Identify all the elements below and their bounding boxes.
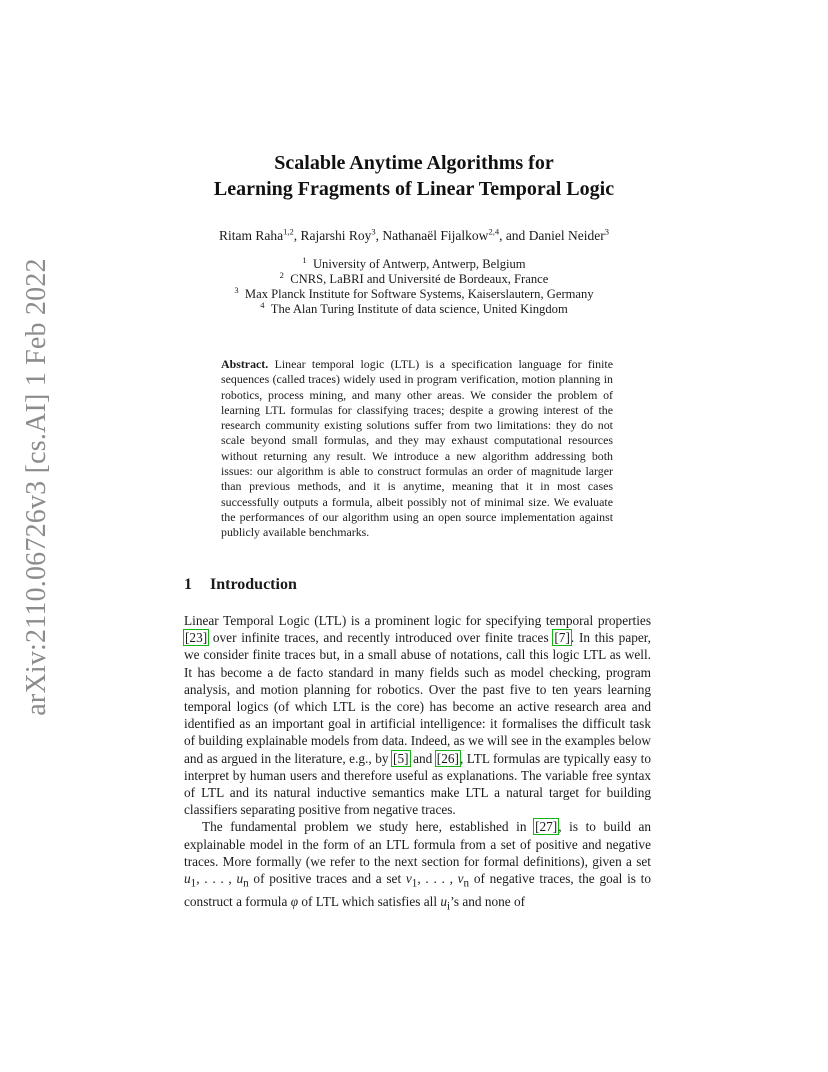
author-separator: , [293, 228, 301, 243]
affiliation-text: Max Planck Institute for Software Systems, Kaiserslautern, Germany [244, 287, 594, 301]
citation-link[interactable]: [5] [393, 750, 409, 766]
author-affiliation-mark: 3 [371, 226, 376, 237]
author-list [0, 228, 828, 244]
section-title: Introduction [210, 576, 297, 593]
affiliation-item [0, 254, 828, 272]
section-body [184, 612, 651, 916]
math-subscript: 1 [190, 877, 197, 890]
affiliation-text: CNRS, LaBRI and Université de Bordeaux, France [290, 272, 549, 286]
affiliation-item [0, 299, 828, 317]
paragraph [184, 818, 651, 915]
math-symbol: u [184, 871, 191, 887]
citation-link[interactable]: [7] [554, 630, 570, 646]
author-separator: , [375, 228, 383, 243]
abstract-text: Linear temporal logic (LTL) is a specification language for finite sequences (called traces) widely used in program verification, motion planning in robotics, process mining, and many other areas. We consider the problem of learning LTL formulas for classifying traces; despite a growing interest of the research community existing solutions suffer from two limitations: they do not scale beyond small formulas, and they may exhaust computational resources without returning any result. We introduce a new algorithm addressing both issues: our algorithm is able to construct formulas an order of magnitude larger than previous methods, and it is anytime, meaning that it in most cases successfully outputs a formula, albeit possibly not of minimal size. We evaluate the performances of our algorithm using an open source implementation against publicly available benchmarks. [221, 357, 613, 540]
math-subscript: i [447, 900, 451, 913]
text-run: . In this paper, we consider finite traces but, in a small abuse of notations, call this logic LTL as well. It has become a de facto standard in many fields such as model checking, program analysis, and motion planning for robotics. Over the past five to ten years learning temporal logics (of which LTL is the core) has become an active research area and identified as an important goal in artificial intelligence: it formalises the difficult task of building explainable models from data. Indeed, as we will see in the examples below and as argued in the literature, e.g., by [184, 630, 652, 766]
affiliation-text: The Alan Turing Institute of data science, United Kingdom [270, 302, 568, 316]
text-run: of negative traces, the goal is to construct a formula [184, 871, 652, 909]
text-run: , LTL formulas are typically easy to interpret by human users and therefore useful as explanations. The variable free syntax of LTL and its natural inductive semantics make LTL a natural target for building classifiers separating positive from negative traces. [184, 750, 651, 818]
affiliation-text: University of Antwerp, Antwerp, Belgium [312, 257, 526, 271]
text-run: , is to build an explainable model in the form of an LTL formula from a set of positive and negative traces. More formally (we refer to the next section for formal definitions), given a set [184, 819, 651, 869]
paragraph [184, 612, 651, 818]
text-run: Linear Temporal Logic (LTL) is a prominent logic for specifying temporal properties [184, 613, 651, 628]
author-affiliation-mark: 2,4 [488, 226, 500, 237]
affiliation-list [0, 254, 828, 317]
math-ellipsis: , . . . , [417, 871, 458, 887]
text-run: of positive traces and a set [248, 871, 406, 887]
math-symbol: φ [290, 893, 299, 909]
paper-title [0, 150, 828, 202]
math-subscript: n [243, 877, 249, 890]
citation-link[interactable]: [27] [535, 819, 558, 835]
citation-link[interactable]: [23] [185, 630, 208, 646]
citation-link[interactable]: [26] [436, 750, 459, 766]
math-subscript: n [463, 877, 470, 890]
math-ellipsis: , . . . , [196, 871, 237, 887]
math-symbol: u [236, 871, 244, 887]
math-symbol: v [457, 871, 464, 887]
text-run: over infinite traces, and recently introduced over finite traces [208, 630, 554, 646]
affiliation-item [0, 269, 828, 287]
title-line-1: Scalable Anytime Algorithms for [274, 152, 554, 174]
section-heading [184, 576, 297, 594]
affiliation-item [0, 284, 828, 302]
math-symbol: u [440, 893, 448, 909]
author-affiliation-mark: 1,2 [283, 226, 294, 237]
author-affiliation-mark: 3 [604, 226, 610, 237]
text-run: of LTL which satisfies all [298, 893, 441, 909]
author-name: Rajarshi Roy [300, 228, 372, 243]
author-separator: , and [499, 228, 529, 243]
author-name: Nathanaël Fijalkow [382, 228, 489, 243]
text-run: The fundamental problem we study here, established in [202, 819, 535, 835]
affiliation-number: 3 [234, 284, 239, 295]
text-run: ’s and none of [450, 893, 526, 909]
section-number: 1 [184, 576, 192, 593]
text-run: and [409, 750, 436, 766]
math-subscript: 1 [411, 877, 418, 890]
affiliation-number: 1 [302, 254, 307, 265]
abstract-label: Abstract. [221, 357, 269, 371]
author-name: Ritam Raha [218, 228, 284, 243]
math-symbol: v [405, 871, 412, 887]
arxiv-identifier-stamp: arXiv:2110.06726v3 [cs.AI] 1 Feb 2022 [21, 258, 52, 716]
title-line-2: Learning Fragments of Linear Temporal Logic [213, 178, 615, 200]
affiliation-number: 2 [279, 269, 284, 280]
author-name: Daniel Neider [528, 228, 605, 243]
affiliation-number: 4 [260, 299, 265, 310]
abstract [221, 357, 613, 541]
